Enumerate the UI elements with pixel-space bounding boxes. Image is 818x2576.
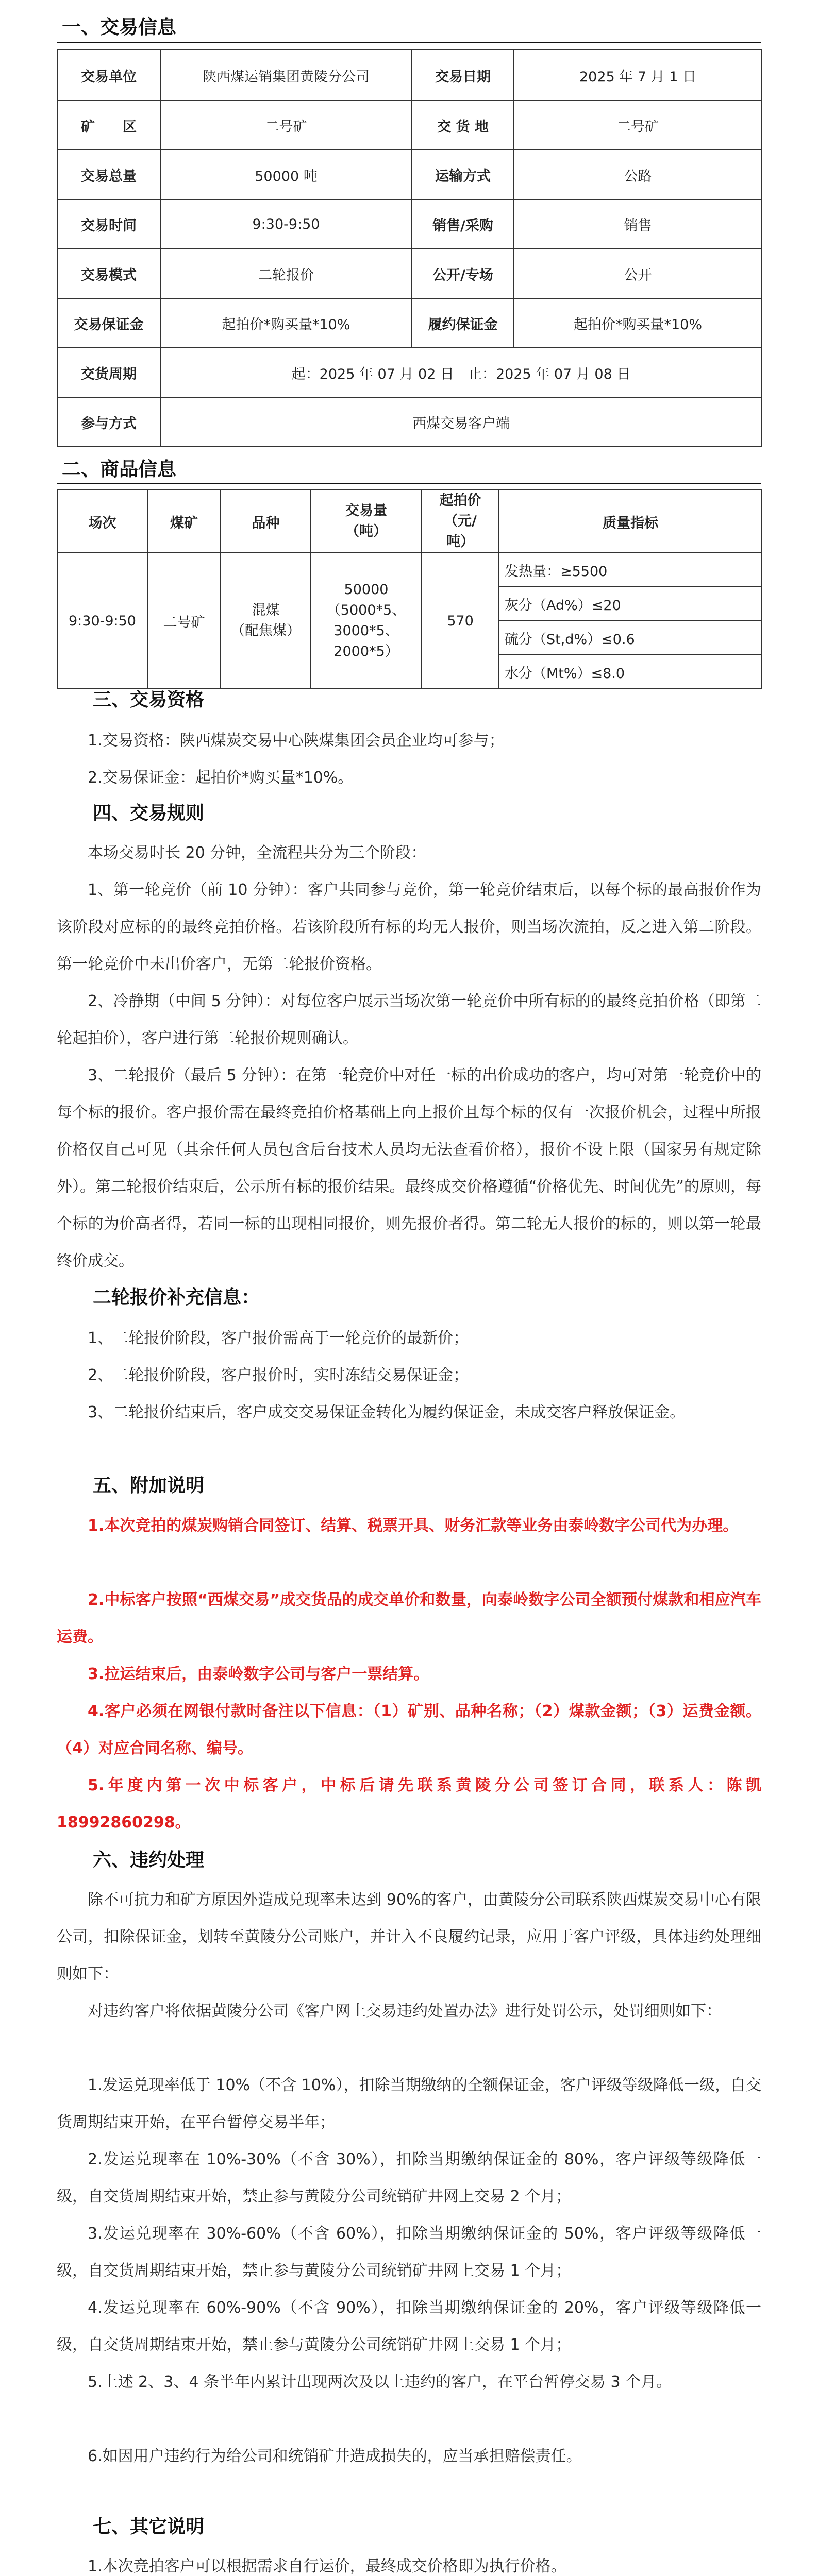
value-public-special: 公开: [514, 249, 762, 298]
breach-paragraph: 3.发运兑现率在 30%-60%（不含 60%），扣除当期缴纳保证金的 50%，客户评级等级降低一级，自交货周期结束开始，禁止参与黄陵分公司统销矿井网上交易 1 个月；: [57, 2225, 761, 2280]
breach-paragraph: 对违约客户将依据黄陵分公司《客户网上交易违约处置办法》进行处罚公示，处罚细则如下：: [88, 2002, 722, 2020]
label-performance-deposit: 履约保证金: [412, 298, 514, 348]
label-total-volume: 交易总量: [57, 150, 160, 199]
section-rule: [57, 42, 761, 43]
value-delivery-place: 二号矿: [514, 100, 762, 150]
section-title-other: 七、其它说明: [93, 2516, 205, 2537]
label-trade-deposit: 交易保证金: [57, 298, 160, 348]
value-trade-unit: 陕西煤运销集团黄陵分公司: [160, 50, 412, 100]
label-trade-date: 交易日期: [412, 50, 514, 100]
qualification-line: 1.交易资格：陕西煤炭交易中心陕煤集团会员企业均可参与；: [88, 732, 505, 750]
section-title-extra: 五、附加说明: [93, 1475, 205, 1496]
label-delivery-place: 交 货 地: [412, 100, 514, 150]
value-sale-purchase: 销售: [514, 199, 762, 249]
label-participation: 参与方式: [57, 397, 160, 447]
value-trade-deposit: 起拍价*购买量*10%: [160, 298, 412, 348]
goods-volume: 50000 （5000*5、 3000*5、 2000*5）: [311, 553, 422, 689]
value-total-volume: 50000 吨: [160, 150, 412, 199]
breach-paragraph: 5.上述 2、3、4 条半年内累计出现两次及以上违约的客户，在平台暂停交易 3 个月。: [88, 2373, 672, 2391]
extra-note: 1.本次竞拍的煤炭购销合同签订、结算、税票开具、财务汇款等业务由泰岭数字公司代为办理。: [88, 1517, 739, 1535]
breach-paragraph: 1.发运兑现率低于 10%（不含 10%），扣除当期缴纳的全额保证金，客户评级等级降低一级，自交货周期结束开始，在平台暂停交易半年；: [57, 2076, 761, 2131]
section-title-trade-info: 一、交易信息: [62, 16, 176, 38]
breach-paragraph: 6.如因用户违约行为给公司和统销矿井造成损失的，应当承担赔偿责任。: [88, 2447, 582, 2465]
goods-variety: 混煤 （配焦煤）: [221, 553, 311, 689]
extra-note: 3.拉运结束后，由泰岭数字公司与客户一票结算。: [88, 1665, 429, 1683]
quality-moisture: 水分（Mt%）≤8.0: [499, 655, 762, 689]
label-trade-unit: 交易单位: [57, 50, 160, 100]
rules-paragraph: 1、第一轮竞价（前 10 分钟）：客户共同参与竞价，第一轮竞价结束后，以每个标的最高报价作为该阶段对应标的的最终竞拍价格。若该阶段所有标的均无人报价，则当场次流拍，反之进入第二阶段。第一轮竞价中未出价客户，无第二轮报价资格。: [57, 881, 761, 973]
value-trade-date: 2025 年 7 月 1 日: [514, 50, 762, 100]
goods-header-mine: 煤矿: [147, 490, 221, 553]
label-trade-time: 交易时间: [57, 199, 160, 249]
trade-info-table: [57, 49, 762, 447]
extra-note: 4.客户必须在网银付款时备注以下信息：（1）矿别、品种名称；（2）煤款金额；（3）运费金额。（4）对应合同名称、编号。: [57, 1702, 761, 1757]
extra-note: 2.中标客户按照“西煤交易”成交货品的成交单价和数量，向泰岭数字公司全额预付煤款和相应汽车运费。: [57, 1591, 761, 1646]
breach-paragraph: 2.发运兑现率在 10%-30%（不含 30%），扣除当期缴纳保证金的 80%，客户评级等级降低一级，自交货周期结束开始，禁止参与黄陵分公司统销矿井网上交易 2 个月；: [57, 2150, 761, 2206]
goods-header-volume: 交易量 （吨）: [311, 490, 422, 553]
goods-header-variety: 品种: [221, 490, 311, 553]
value-performance-deposit: 起拍价*购买量*10%: [514, 298, 762, 348]
label-sale-purchase: 销售/采购: [412, 199, 514, 249]
value-trade-time: 9:30-9:50: [160, 199, 412, 249]
goods-header-quality: 质量指标: [499, 490, 762, 553]
quality-ash: 灰分（Ad%）≤20: [499, 587, 762, 621]
label-mine-area: 矿 区: [57, 100, 160, 150]
section-title-qualification: 三、交易资格: [93, 689, 205, 710]
second-round-line: 1、二轮报价阶段，客户报价需高于一轮竞价的最新价；: [88, 1329, 469, 1347]
section-rule: [57, 483, 761, 484]
section-title-rules: 四、交易规则: [93, 803, 205, 824]
quality-sulfur: 硫分（St,d%）≤0.6: [499, 621, 762, 655]
rules-paragraph: 2、冷静期（中间 5 分钟）：对每位客户展示当场次第一轮竞价中所有标的的最终竞拍价格（即第二轮起拍价），客户进行第二轮报价规则确认。: [57, 992, 761, 1047]
value-trade-mode: 二轮报价: [160, 249, 412, 298]
section-title-breach: 六、违约处理: [93, 1850, 205, 1871]
value-delivery-period: 起：2025 年 07 月 02 日 止：2025 年 07 月 08 日: [160, 348, 762, 397]
section-title-goods-info: 二、商品信息: [62, 458, 176, 480]
goods-header-price: 起拍价 （元/ 吨）: [422, 490, 499, 553]
goods-info-table: [57, 489, 762, 689]
breach-paragraph: 4.发运兑现率在 60%-90%（不含 90%），扣除当期缴纳保证金的 20%，客户评级等级降低一级，自交货周期结束开始，禁止参与黄陵分公司统销矿井网上交易 1 个月；: [57, 2299, 761, 2354]
quality-calorific: 发热量：≥5500: [499, 553, 762, 587]
value-transport: 公路: [514, 150, 762, 199]
goods-mine: 二号矿: [147, 553, 221, 689]
value-participation: 西煤交易客户端: [160, 397, 762, 447]
rules-paragraph: 本场交易时长 20 分钟，全流程共分为三个阶段：: [88, 844, 427, 862]
second-round-line: 3、二轮报价结束后，客户成交交易保证金转化为履约保证金，未成交客户释放保证金。: [88, 1403, 686, 1421]
value-mine-area: 二号矿: [160, 100, 412, 150]
other-paragraph: 1.本次竞拍客户可以根据需求自行运价，最终成交价格即为执行价格。: [88, 2557, 566, 2575]
rules-paragraph: 3、二轮报价（最后 5 分钟）：在第一轮竞价中对任一标的出价成功的客户，均可对第一轮竞价中的每个标的报价。客户报价需在最终竞拍价格基础上向上报价且每个标的仅有一次报价机会，过程中所报价格仅自己可见（其余任何人员包含后台技术人员均无法查看价格），报价不设上限（国家另有规定除外）。第二轮报价结束后，公示所有标的报价结果。最终成交价格遵循“价格优先、时间优先”的原则，每个标的为价高者得，若同一标的出现相同报价，则先报价者得。第二轮无人报价的标的，则以第一轮最终价成交。: [57, 1066, 761, 1270]
goods-header-session: 场次: [57, 490, 147, 553]
extra-note: 5.年度内第一次中标客户，中标后请先联系黄陵分公司签订合同，联系人：陈凯 18992860298。: [57, 1776, 767, 1832]
section-title-second-round: 二轮报价补充信息：: [93, 1287, 260, 1308]
second-round-line: 2、二轮报价阶段，客户报价时，实时冻结交易保证金；: [88, 1366, 469, 1384]
label-transport: 运输方式: [412, 150, 514, 199]
label-delivery-period: 交货周期: [57, 348, 160, 397]
label-public-special: 公开/专场: [412, 249, 514, 298]
label-trade-mode: 交易模式: [57, 249, 160, 298]
qualification-line: 2.交易保证金：起拍价*购买量*10%。: [88, 769, 354, 787]
breach-paragraph: 除不可抗力和矿方原因外造成兑现率未达到 90%的客户，由黄陵分公司联系陕西煤炭交易中心有限公司，扣除保证金，划转至黄陵分公司账户，并计入不良履约记录，应用于客户评级，具体违约处理细则如下：: [57, 1891, 761, 1983]
goods-session: 9:30-9:50: [57, 553, 147, 689]
goods-start-price: 570: [422, 553, 499, 689]
